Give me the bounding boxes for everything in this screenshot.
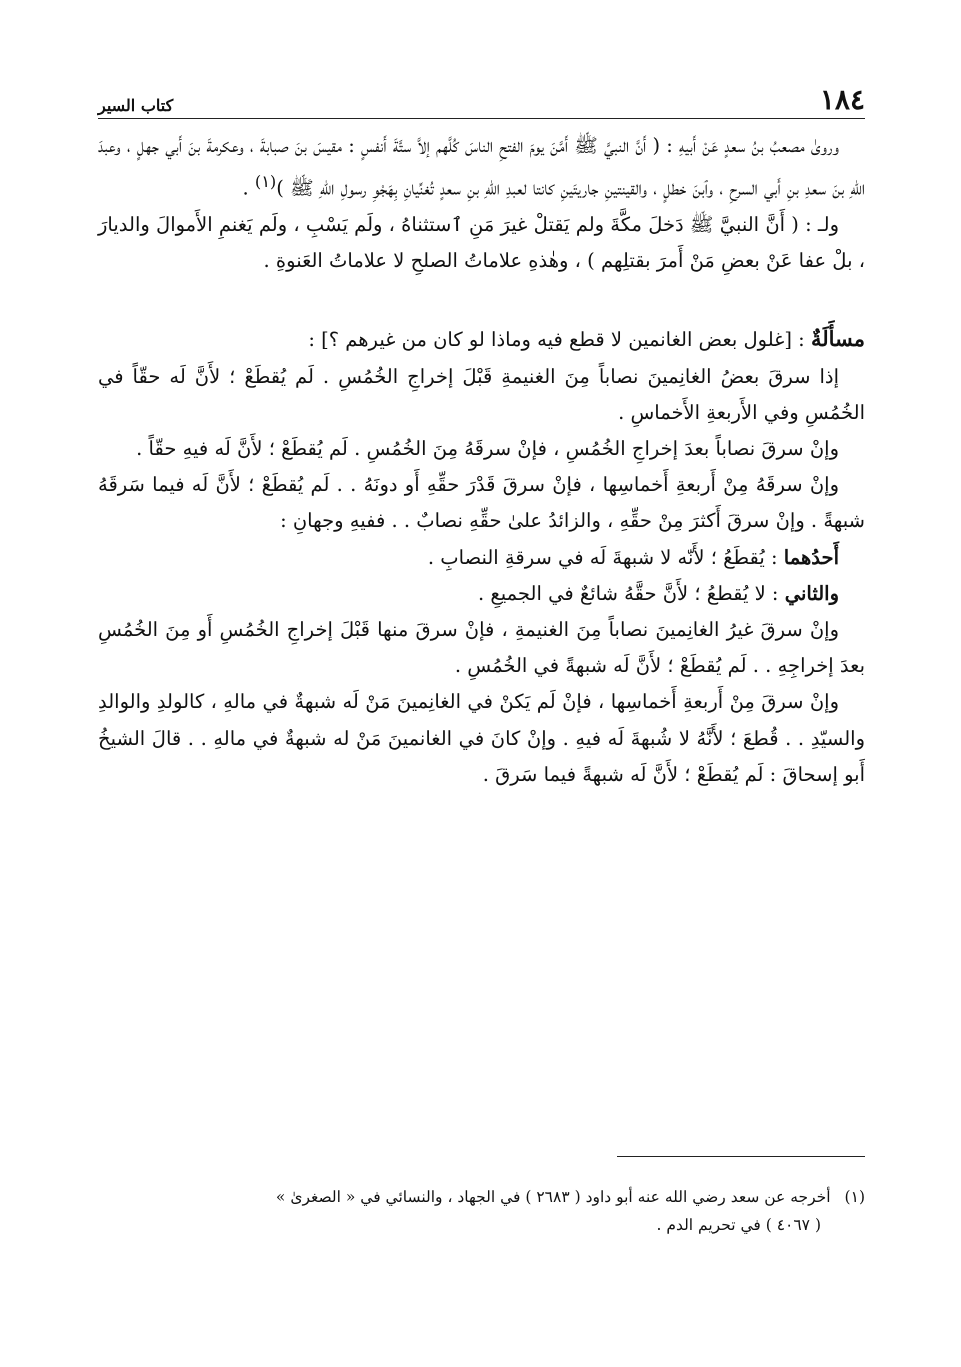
paragraph: وإنْ سرقَهُ مِنْ أَربعةِ أَخماسِها ، فإنْ سرقَ قَدْرَ حقِّهِ أَو دونَهُ . . لَم يُقطَعْ ؛ لأَنَّ لَه فيما سَرقَهُ شبهةً . وإنْ سرقَ أَكثرَ مِنْ حقِّهِ ، والزائدُ علىٰ حقِّهِ نصابٌ . . ففيهِ وجهانِ : [98, 473, 865, 533]
paragraph: إذا سرقَ بعضُ الغانِمينَ نصاباً مِنَ الغنيمةِ قَبْلَ إخراجِ الخُمُسِ . لَم يُقطَعْ ؛ لأَنَّ لَه حقّاً في الخُمُسِ وفي الأَربعةِ الأَخماسِ . [98, 364, 865, 424]
main-text [98, 128, 865, 793]
paragraph: وروىٰ مصعبُ بنُ سعدٍ عَنْ أَبيهِ : ( أَنَّ النبيَّ ﷺ أَمَّنَ يومَ الفتحِ الناسَ كُلَّهم إلاَّ ستَّةَ أَنفسٍ : مقيسَ بنَ صبابةَ ، وعكرمةَ بنَ أَبي جهلٍ ، وعبدَ اللهِ بنَ سعدِ بنِ أَبي السرحِ ، وٱبنَ خطلٍ ، والقينتينِ جاريتَينِ كانتا لعبدِ اللهِ بنِ سعدٍ تُغنِّيانِ بِهَجْوِ رسولِ اللهِ ﷺ )$^{(١)}$ . [98, 134, 865, 200]
opinion-paragraph: أَحدُهما : يُقطَعُ ؛ لأَنّه لا شبهةَ لَه في سرقةِ النصابِ . [427, 545, 839, 569]
opinion-label: والثاني [784, 581, 839, 605]
footnote-text: ( ٤٠٦٧ ) في تحريم الدم . [656, 1216, 821, 1234]
opinion-paragraph: والثاني : لا يُقطعُ ؛ لأَنَّ حقَّهُ شائعٌ في الجميعِ . [478, 581, 839, 605]
paragraph: ولـ : ( أَنَّ النبيَّ ﷺ دَخلَ مكَّةَ ولم يَقتلْ غيرَ مَنِ ٱستثناهُ ، ولَم يَسْبِ ، ولَم يَغنمِ الأَموالَ والديارَ ، بلْ عفا عَنْ بعضِ مَنْ أَمرَ بقتلِهم ) ، وهٰذهِ علاماتُ الصلحِ لا علاماتُ العَنوةِ . [98, 212, 865, 273]
section-title: : [غلول بعض الغانمين لا قطع فيه وماذا لو كان من غيرهم ؟] : [308, 328, 811, 352]
section-label: مسأَلَةٌ [810, 326, 865, 352]
paragraph: وإنْ سرقَ غيرُ الغانِمينَ نصاباً مِنَ الغنيمةِ ، فإنْ سرقَ منها قَبْلَ إخراجِ الخُمُسِ أَو مِنَ الخُمُسِ بعدَ إخراجِهِ . . لَم يُقطَعْ ؛ لأَنَّ لَه شبهةً في الخُمُسِ . [98, 617, 865, 678]
header-divider [98, 118, 865, 119]
running-title: كتاب السير [98, 96, 174, 115]
paragraph: وإنْ سرقَ مِنْ أَربعةِ أَخماسِها ، فإنْ لَم يَكنْ في الغانِمينَ مَنْ لَه شبهةٌ في مالهِ ، كالولدِ والوالدِ والسيّدِ . . قُطعَ ؛ لأَنَّهُ لا شُبهةَ لَه فيهِ . وإنْ كانَ في الغانمينَ مَنْ له شبهةٌ في مالهِ . . قالَ الشيخُ أَبو إسحاقَ : لَم يُقطَعْ ؛ لأَنَّ لَه شبهةً فيما سَرقَ . [98, 690, 865, 786]
section-heading [98, 321, 865, 358]
footnote-reference: (١) [254, 172, 277, 192]
footnote-number: (١) [844, 1188, 865, 1206]
footnotes [98, 1183, 865, 1239]
page-number: ١٨٤ [819, 83, 865, 116]
opinion-label: أَحدُهما [783, 545, 839, 569]
paragraph: وإنْ سرقَ نصاباً بعدَ إخراجِ الخُمُسِ ، فإنْ سرقَهُ مِنَ الخُمُسِ . لَم يُقطَعْ ؛ لأَنَّ لَه فيهِ حقّاً . [136, 436, 839, 460]
footnote-text: أخرجه عن سعد رضي الله عنه أبو داود ( ٢٦٨٣ ) في الجهاد ، والنسائي في « الصغرىٰ » [275, 1188, 831, 1206]
footnote [98, 1183, 865, 1211]
footnote-divider [617, 1156, 865, 1157]
page-header [98, 78, 865, 114]
